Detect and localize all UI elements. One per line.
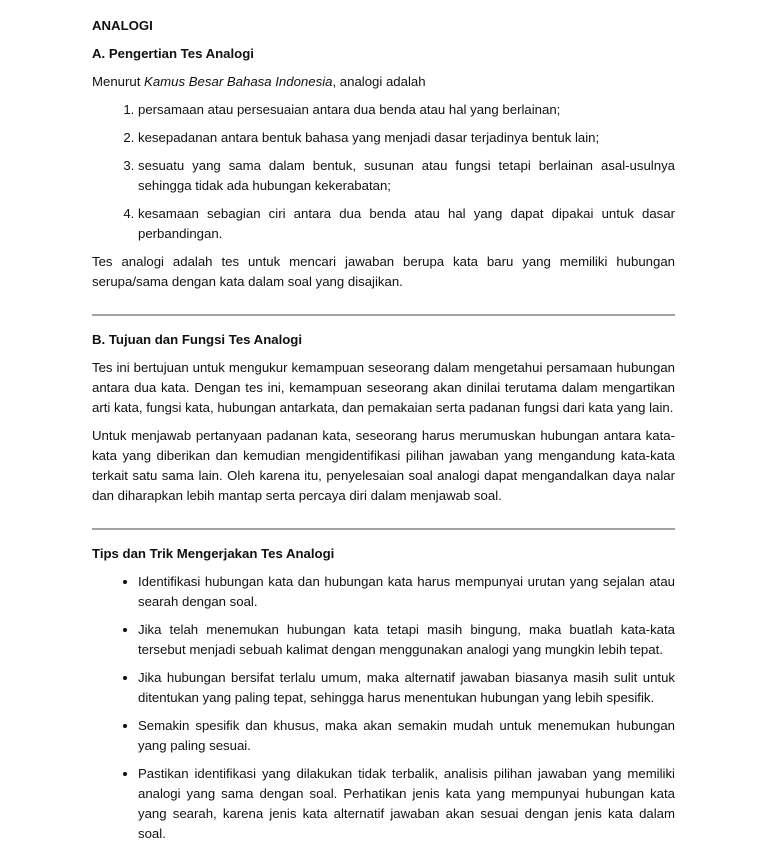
section-b-paragraph: Untuk menjawab pertanyaan padanan kata, seseorang harus merumuskan hubungan antara kata-kata yang diberikan dan kemudian mengidentifikasi pilihan jawaban yang mengandung kata-kata terkait satu sama lain. Oleh karena itu, penyelesaian soal analogi dapat mengandalkan daya nalar dan diharapkan lebih mantap serta percaya diri dalam menjawab soal. xyxy=(92,428,675,503)
definition-list xyxy=(92,100,675,244)
list-item: • Pastikan identifikasi yang dilakukan tidak terbalik, analisis pilihan jawaban yang memiliki analogi yang sama dengan soal. Perhatikan jenis kata yang mempunyai hubungan kata yang searah, karena jenis kata alternatif jawaban akan sesuai dengan jenis kata dalam soal. xyxy=(138,764,675,844)
list-item: 4. kesamaan sebagian ciri antara dua benda atau hal yang dapat dipakai untuk dasar perbandingan. xyxy=(138,204,675,244)
divider xyxy=(92,314,675,316)
list-item: • Identifikasi hubungan kata dan hubungan kata harus mempunyai urutan yang sejalan atau searah dengan soal. xyxy=(138,572,675,612)
section-b-paragraph: Tes ini bertujuan untuk mengukur kemampuan seseorang dalam mengetahui persamaan hubungan antara dua kata. Dengan tes ini, kemampuan seseorang akan dinilai terutama dalam mengartikan arti kata, fungsi kata, hubungan antarkata, dan pemakaian serta padanan fungsi dari kata yang lain. xyxy=(92,360,675,415)
list-item: 2. kesepadanan antara bentuk bahasa yang menjadi dasar terjadinya bentuk lain; xyxy=(138,128,675,148)
tips-list xyxy=(92,572,675,844)
section-a-intro xyxy=(92,72,675,92)
list-item: 3. sesuatu yang sama dalam bentuk, susunan atau fungsi tetapi berlainan asal-usulnya sehingga tidak ada hubungan kekerabatan; xyxy=(138,156,675,196)
intro-text: Menurut xyxy=(92,74,145,89)
intro-italic: Kamus Besar Bahasa Indonesia xyxy=(144,74,333,89)
tips-heading: Tips dan Trik Mengerjakan Tes Analogi xyxy=(92,546,335,561)
section-a-closing: Tes analogi adalah tes untuk mencari jawaban berupa kata baru yang memiliki hubungan serupa/sama dengan kata dalam soal yang disajikan. xyxy=(92,254,675,289)
list-item: • Jika telah menemukan hubungan kata tetapi masih bingung, maka buatlah kata-kata tersebut menjadi sebuah kalimat dengan menggunakan analogi yang mungkin lebih tepat. xyxy=(138,620,675,660)
list-item: • Semakin spesifik dan khusus, maka akan semakin mudah untuk menemukan hubungan yang paling sesuai. xyxy=(138,716,675,756)
section-b-heading: B. Tujuan dan Fungsi Tes Analogi xyxy=(92,332,303,347)
divider xyxy=(92,528,675,530)
list-item: • Jika hubungan bersifat terlalu umum, maka alternatif jawaban biasanya masih sulit untuk ditentukan yang paling tepat, sehingga harus menentukan hubungan yang lebih spesifik. xyxy=(138,668,675,708)
section-a-heading: A. Pengertian Tes Analogi xyxy=(92,46,254,61)
document-title: ANALOGI xyxy=(92,18,153,33)
list-item: 1. persamaan atau persesuaian antara dua benda atau hal yang berlainan; xyxy=(138,100,675,120)
intro-text-end: , analogi adalah xyxy=(332,74,426,89)
